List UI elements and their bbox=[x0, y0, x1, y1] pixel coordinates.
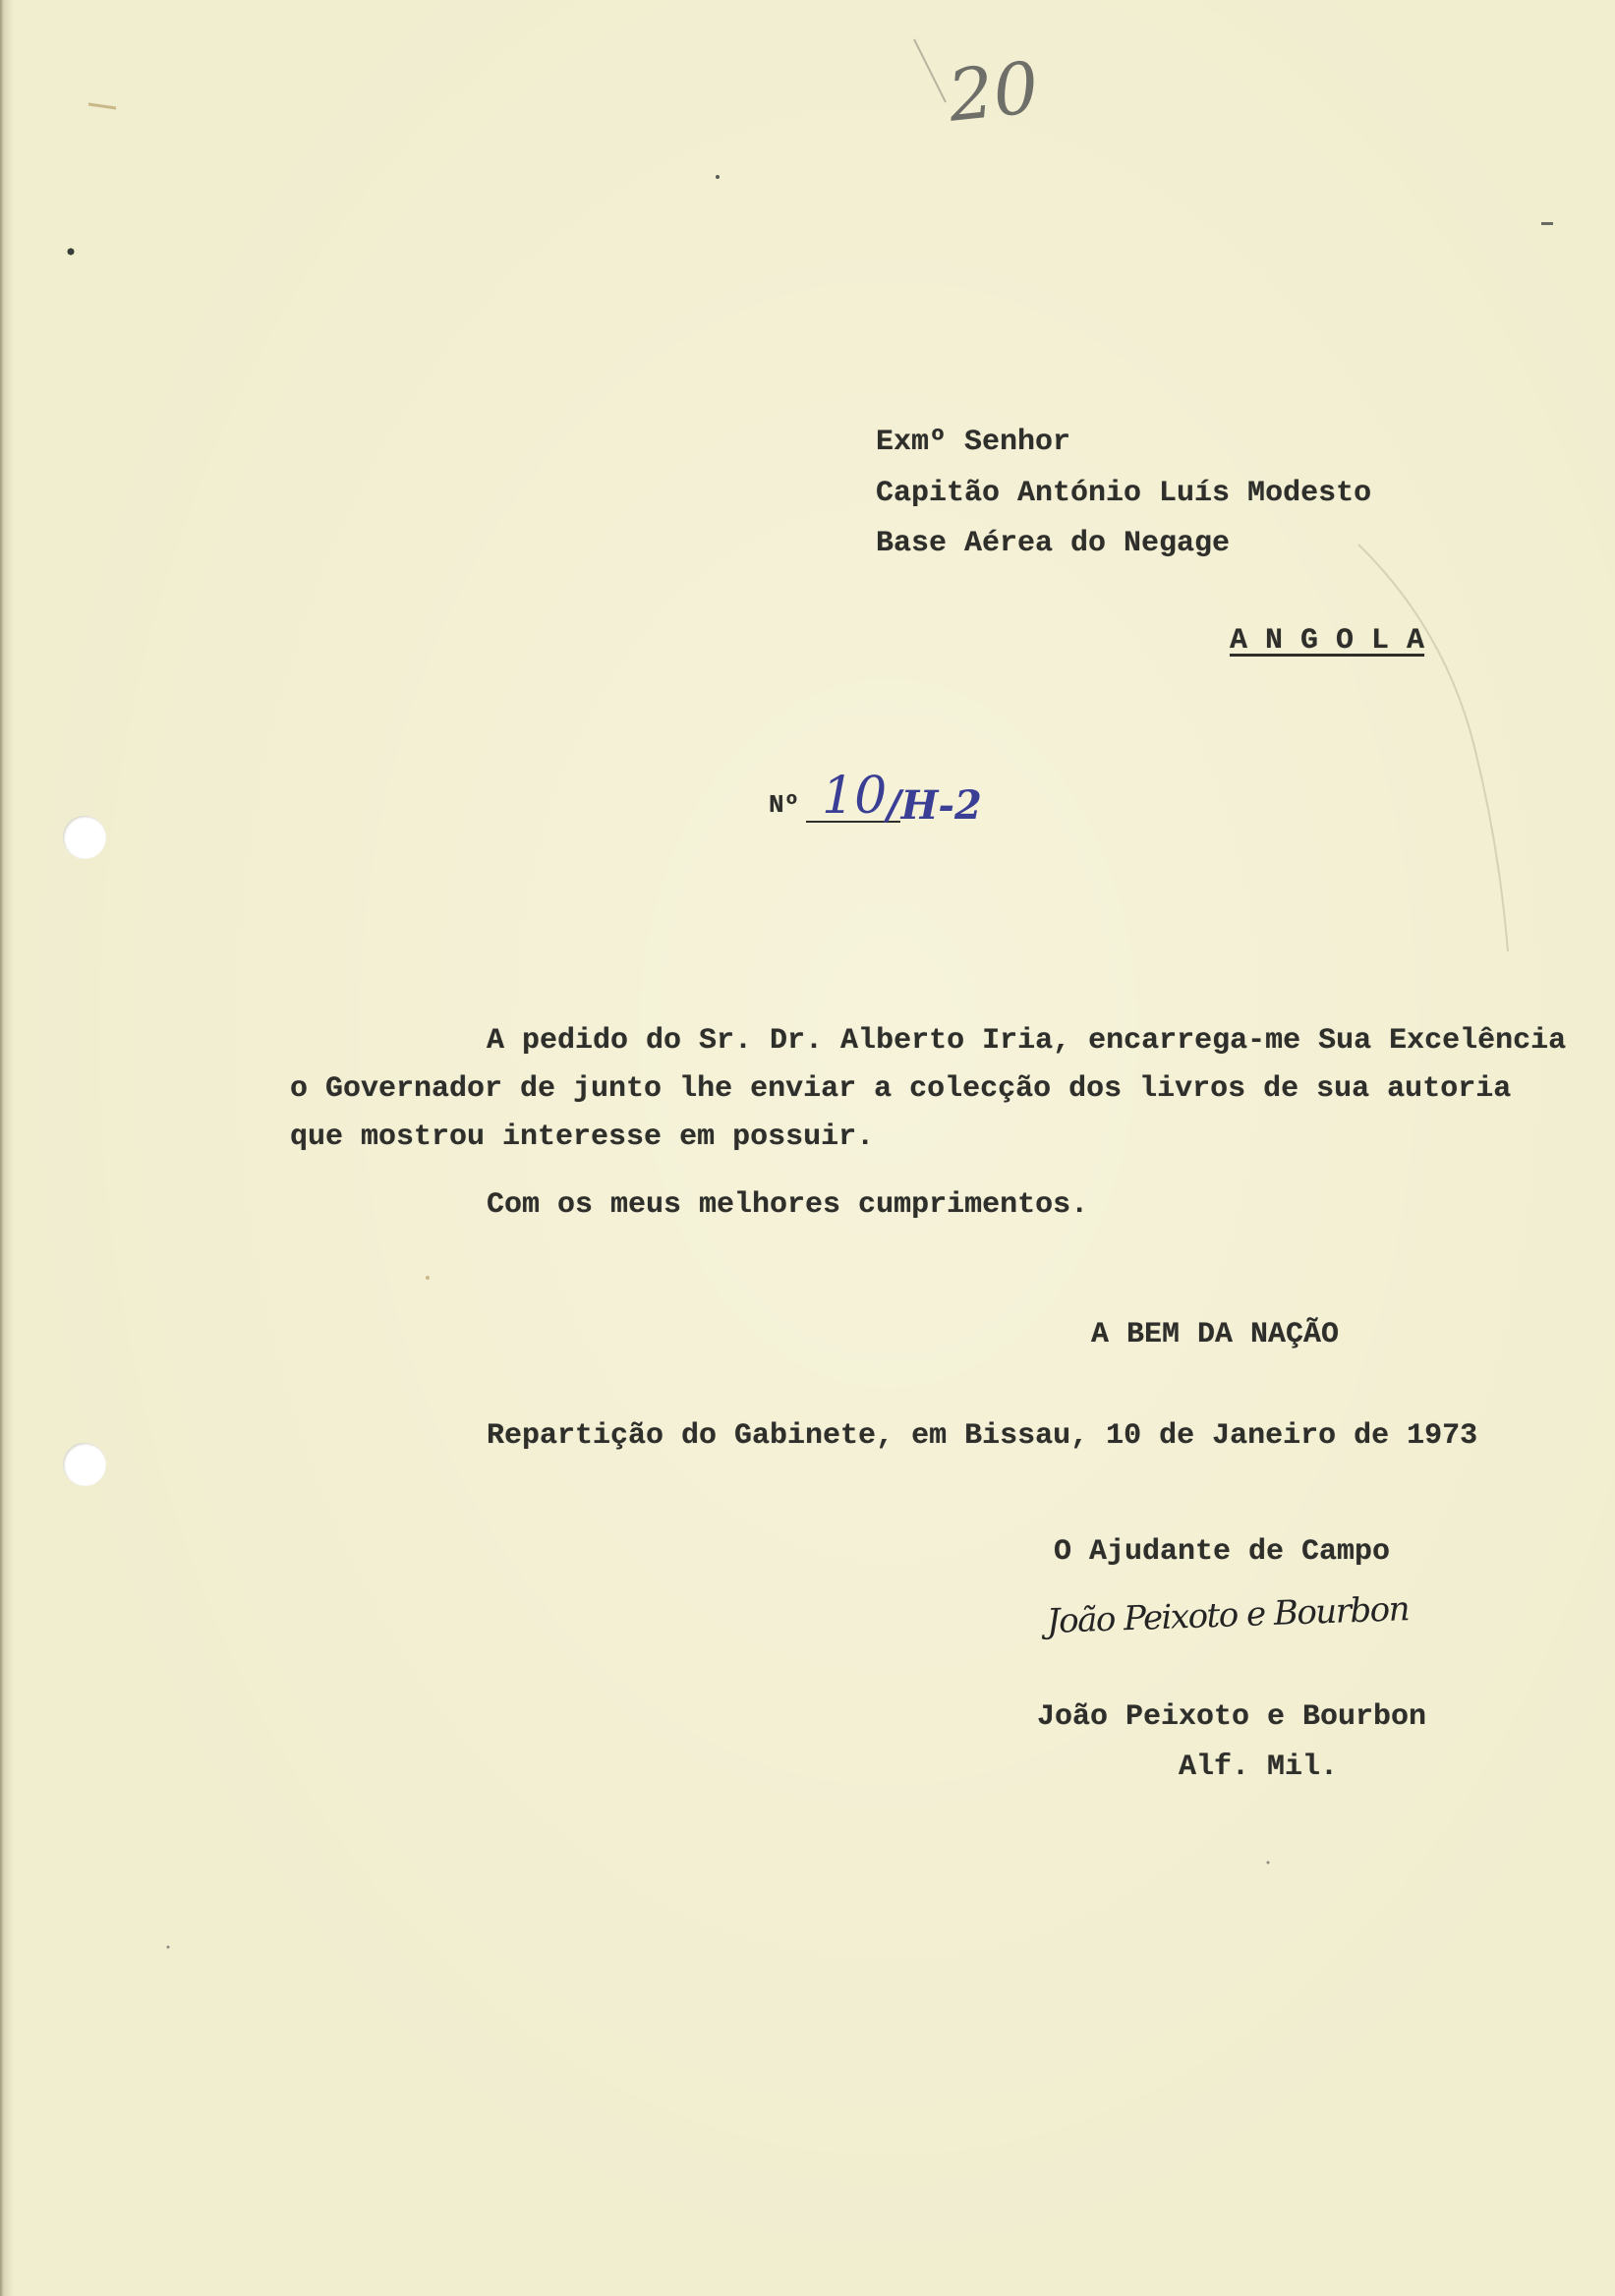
speck bbox=[426, 1276, 430, 1280]
body-line: A pedido do Sr. Dr. Alberto Iria, encarrega-me Sua Excelência bbox=[487, 1024, 1567, 1058]
recipient-salutation: Exmº Senhor bbox=[876, 426, 1071, 459]
punch-hole-lower bbox=[63, 1443, 106, 1486]
speck bbox=[1267, 1862, 1270, 1865]
punch-hole-upper bbox=[63, 816, 106, 859]
handwritten-signature: João Peixoto e Bourbon bbox=[1046, 1589, 1410, 1641]
signatory-title: O Ajudante de Campo bbox=[1054, 1535, 1391, 1569]
speck bbox=[68, 249, 75, 256]
reference-number: 10 bbox=[822, 767, 888, 826]
place-date: Repartição do Gabinete, em Bissau, 10 de Janeiro de 1973 bbox=[487, 1419, 1478, 1453]
recipient-country: A N G O L A bbox=[1230, 624, 1425, 658]
closing-line: Com os meus melhores cumprimentos. bbox=[487, 1188, 1089, 1222]
recipient-location: Base Aérea do Negage bbox=[876, 527, 1231, 560]
speck bbox=[716, 175, 720, 179]
signatory-name: João Peixoto e Bourbon bbox=[1037, 1700, 1427, 1734]
speck bbox=[1541, 222, 1553, 225]
reference-label: Nº bbox=[769, 790, 800, 820]
recipient-name: Capitão António Luís Modesto bbox=[876, 477, 1372, 510]
signatory-rank: Alf. Mil. bbox=[1179, 1751, 1339, 1784]
folio-number: 20 bbox=[944, 45, 1043, 138]
reference-suffix: /H-2 bbox=[887, 782, 982, 829]
body-line: o Governador de junto lhe enviar a colecção dos livros de sua autoria bbox=[290, 1072, 1512, 1106]
speck bbox=[88, 104, 116, 108]
motto: A BEM DA NAÇÃO bbox=[1091, 1318, 1340, 1351]
paper-edge bbox=[0, 0, 14, 2296]
speck bbox=[167, 1946, 170, 1949]
body-line: que mostrou interesse em possuir. bbox=[290, 1120, 875, 1154]
pencil-stroke-top bbox=[914, 39, 946, 102]
pencil-arc-right bbox=[1358, 545, 1508, 951]
